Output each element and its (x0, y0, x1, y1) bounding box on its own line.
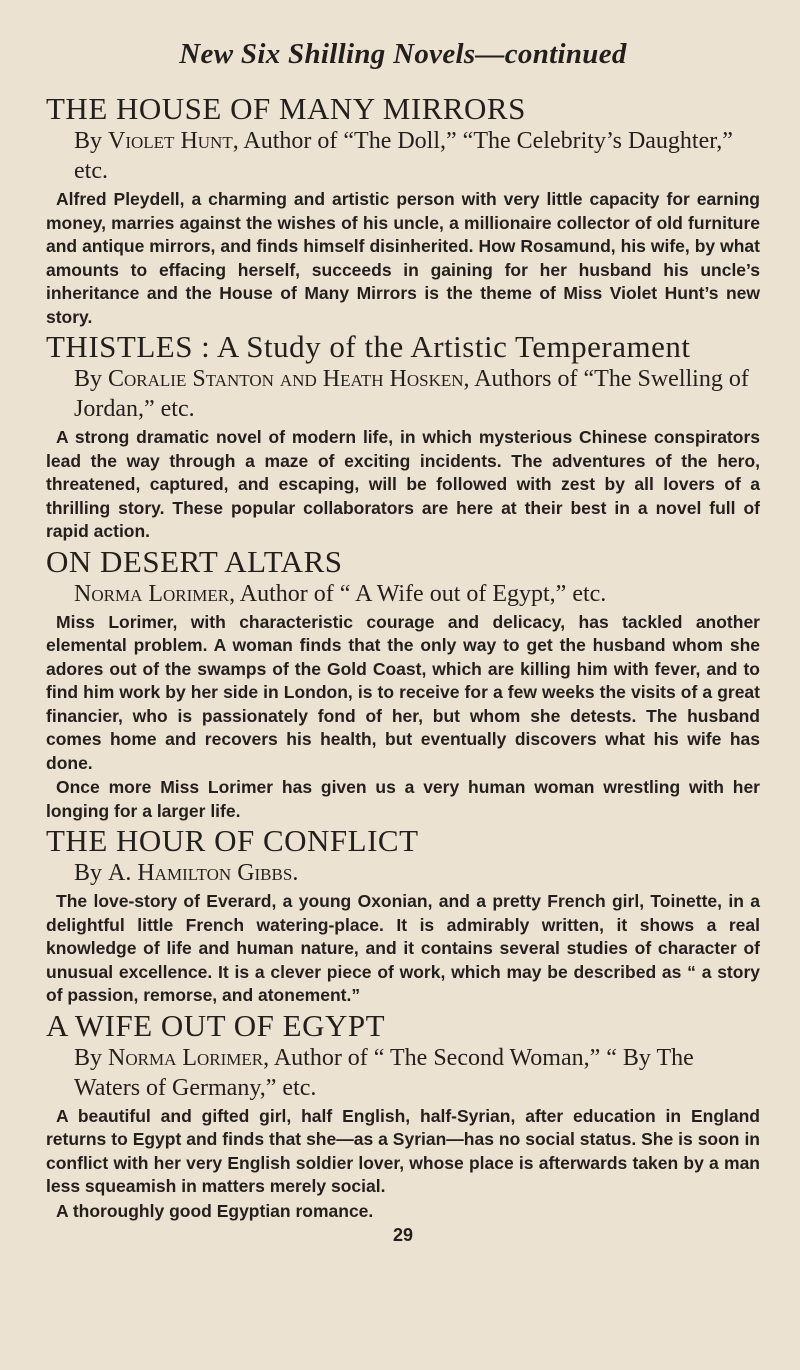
page-number: 29 (392, 1225, 414, 1245)
byline-prefix: By (74, 128, 109, 154)
byline-suffix: , Author of “The Doll,” “The Celebrity’s Daughter,” etc. (74, 128, 733, 184)
book-description: Alfred Pleydell, a charming and artistic person with very little capacity for earning money, marries against the wishes of his uncle, a millionaire collector of old furniture and antique mirrors, and finds himself disinherited. How Rosamund, his wife, by what amounts to effacing herself, succeeds in gaining for her husband his uncle’s inheritance and the House of Many Mirrors is the theme of Miss Violet Hunt’s new story. (46, 189, 760, 327)
author-name: Coralie Stanton and Heath Hosken (108, 366, 464, 392)
book-entry (46, 544, 760, 824)
book-byline (74, 579, 760, 609)
book-byline (74, 858, 760, 888)
byline-suffix: , Author of “ The Second Woman,” “ By The Waters of Germany,” etc. (74, 1044, 694, 1101)
running-head: New Six Shilling Novels—continued (179, 38, 627, 70)
byline-prefix: By (74, 1044, 109, 1071)
book-description: A thoroughly good Egyptian romance. (56, 1200, 374, 1221)
book-title: A WIFE OUT OF EGYPT (46, 1007, 386, 1043)
byline-suffix: . (292, 860, 299, 886)
book-byline (74, 364, 760, 424)
book-description: Once more Miss Lorimer has given us a very human woman wrestling with her longing for a larger life. (46, 777, 760, 821)
byline-suffix: , Author of “ A Wife out of Egypt,” etc. (229, 580, 607, 607)
book-title: ON DESERT ALTARS (46, 543, 343, 579)
author-name: Norma Lorimer (108, 1044, 264, 1071)
author-name: Norma Lorimer (74, 580, 230, 607)
byline-prefix: By (74, 860, 109, 886)
author-name: Violet Hunt (108, 128, 233, 154)
book-entry (46, 1008, 760, 1224)
book-title: THISTLES : A Study of the Artistic Temperament (46, 329, 691, 364)
book-page (46, 38, 760, 1246)
byline-suffix: , Authors of “The Swelling of Jordan,” etc. (74, 366, 749, 422)
book-description: Miss Lorimer, with characteristic courage and delicacy, has tackled another elemental problem. A woman finds that the only way to get the husband whom she adores out of the swamps of the Gold Coast, which are killing him with fever, and to find him work by her side in London, is to receive for a few weeks the visits of a great financier, who is passionately fond of her, but whom she detests. The husband comes home and recovers his health, but eventually discovers what his wife has done. (46, 611, 760, 773)
book-title: THE HOUSE OF MANY MIRRORS (46, 91, 526, 126)
book-description: A beautiful and gifted girl, half English, half-Syrian, after education in England returns to Egypt and finds that she—as a Syrian—has no social status. She is soon in conflict with her very English soldier lover, whose place is afterwards taken by a man less squeamish in matters merely social. (46, 1105, 760, 1196)
book-entry (46, 91, 760, 329)
book-entry (46, 329, 760, 544)
book-title: THE HOUR OF CONFLICT (46, 823, 419, 858)
author-name: A. Hamilton Gibbs (108, 860, 293, 886)
book-description: A strong dramatic novel of modern life, in which mysterious Chinese conspirators lead the way through a maze of exciting incidents. The adventures of the hero, threatened, captured, and escaping, will be followed with zest by all lovers of a thrilling story. These popular collaborators are here at their best in a novel full of rapid action. (46, 427, 760, 541)
book-byline (74, 1043, 760, 1103)
byline-prefix: By (74, 366, 109, 392)
book-byline (74, 126, 760, 186)
book-description: The love-story of Everard, a young Oxonian, and a pretty French girl, Toinette, in a delightful little French watering-place. It is admirably written, it shows a real knowledge of life and human nature, and it contains several studies of character of unusual excellence. It is a clever piece of work, which may be described as “ a story of passion, remorse, and atonement.” (46, 891, 760, 1005)
book-entry (46, 823, 760, 1008)
